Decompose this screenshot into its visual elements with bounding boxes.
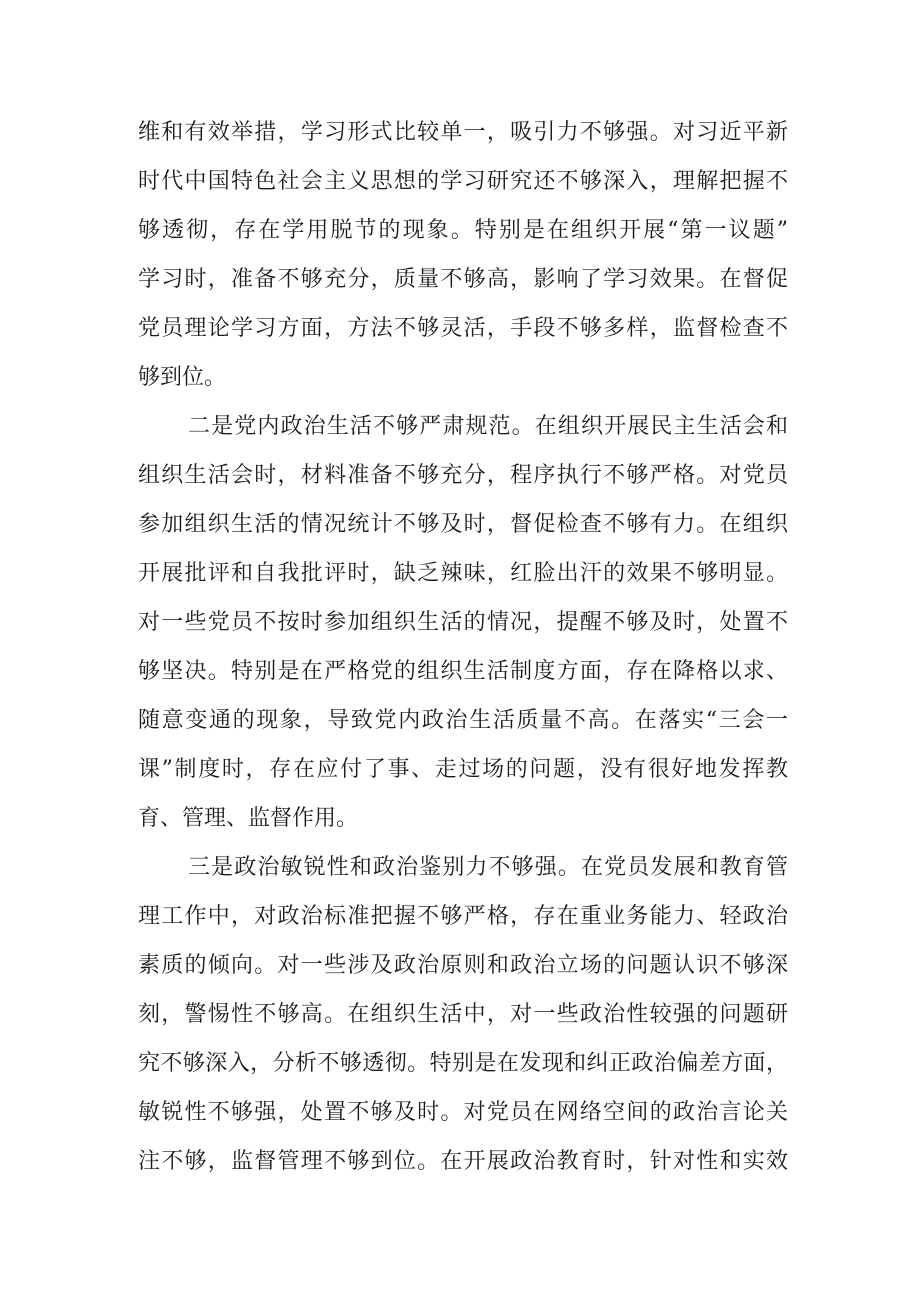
text-line: 随意变通的现象，导致党内政治生活质量不高。在落实“三会一 — [138, 708, 788, 733]
text-line: 够到位。 — [138, 365, 227, 390]
paragraph-3 — [138, 843, 788, 1186]
text-line: 刻，警惕性不够高。在组织生活中，对一些政治性较强的问题研 — [138, 1002, 788, 1027]
text-line: 敏锐性不够强，处置不够及时。对党员在网络空间的政治言论关 — [138, 1100, 788, 1125]
text-line: 理工作中，对政治标准把握不够严格，存在重业务能力、轻政治 — [138, 904, 788, 929]
text-line: 三是政治敏锐性和政治鉴别力不够强。在党员发展和教育管 — [188, 855, 788, 880]
text-line: 二是党内政治生活不够严肃规范。在组织开展民主生活会和 — [188, 414, 788, 439]
text-line: 够坚决。特别是在严格党的组织生活制度方面，存在降格以求、 — [138, 659, 788, 684]
paragraph-2 — [138, 402, 788, 843]
text-line: 参加组织生活的情况统计不够及时，督促检查不够有力。在组织 — [138, 512, 788, 537]
text-line: 够透彻，存在学用脱节的现象。特别是在组织开展“第一议题” — [138, 218, 788, 243]
text-line: 注不够，监督管理不够到位。在开展政治教育时，针对性和实效 — [138, 1149, 788, 1174]
text-line: 时代中国特色社会主义思想的学习研究还不够深入，理解把握不 — [138, 169, 788, 194]
paragraph-1 — [138, 108, 788, 402]
text-line: 育、管理、监督作用。 — [138, 806, 359, 831]
text-line: 组织生活会时，材料准备不够充分，程序执行不够严格。对党员 — [138, 463, 788, 488]
text-line: 学习时，准备不够充分，质量不够高，影响了学习效果。在督促 — [138, 267, 788, 292]
text-line: 素质的倾向。对一些涉及政治原则和政治立场的问题认识不够深 — [138, 953, 788, 978]
text-line: 维和有效举措，学习形式比较单一，吸引力不够强。对习近平新 — [138, 120, 788, 145]
text-line: 党员理论学习方面，方法不够灵活，手段不够多样，监督检查不 — [138, 316, 788, 341]
text-line: 究不够深入，分析不够透彻。特别是在发现和纠正政治偏差方面， — [138, 1051, 788, 1076]
document-body — [138, 108, 788, 1186]
text-line: 开展批评和自我批评时，缺乏辣味，红脸出汗的效果不够明显。 — [138, 561, 788, 586]
text-line: 对一些党员不按时参加组织生活的情况，提醒不够及时，处置不 — [138, 610, 788, 635]
text-line: 课”制度时，存在应付了事、走过场的问题，没有很好地发挥教 — [138, 757, 788, 782]
